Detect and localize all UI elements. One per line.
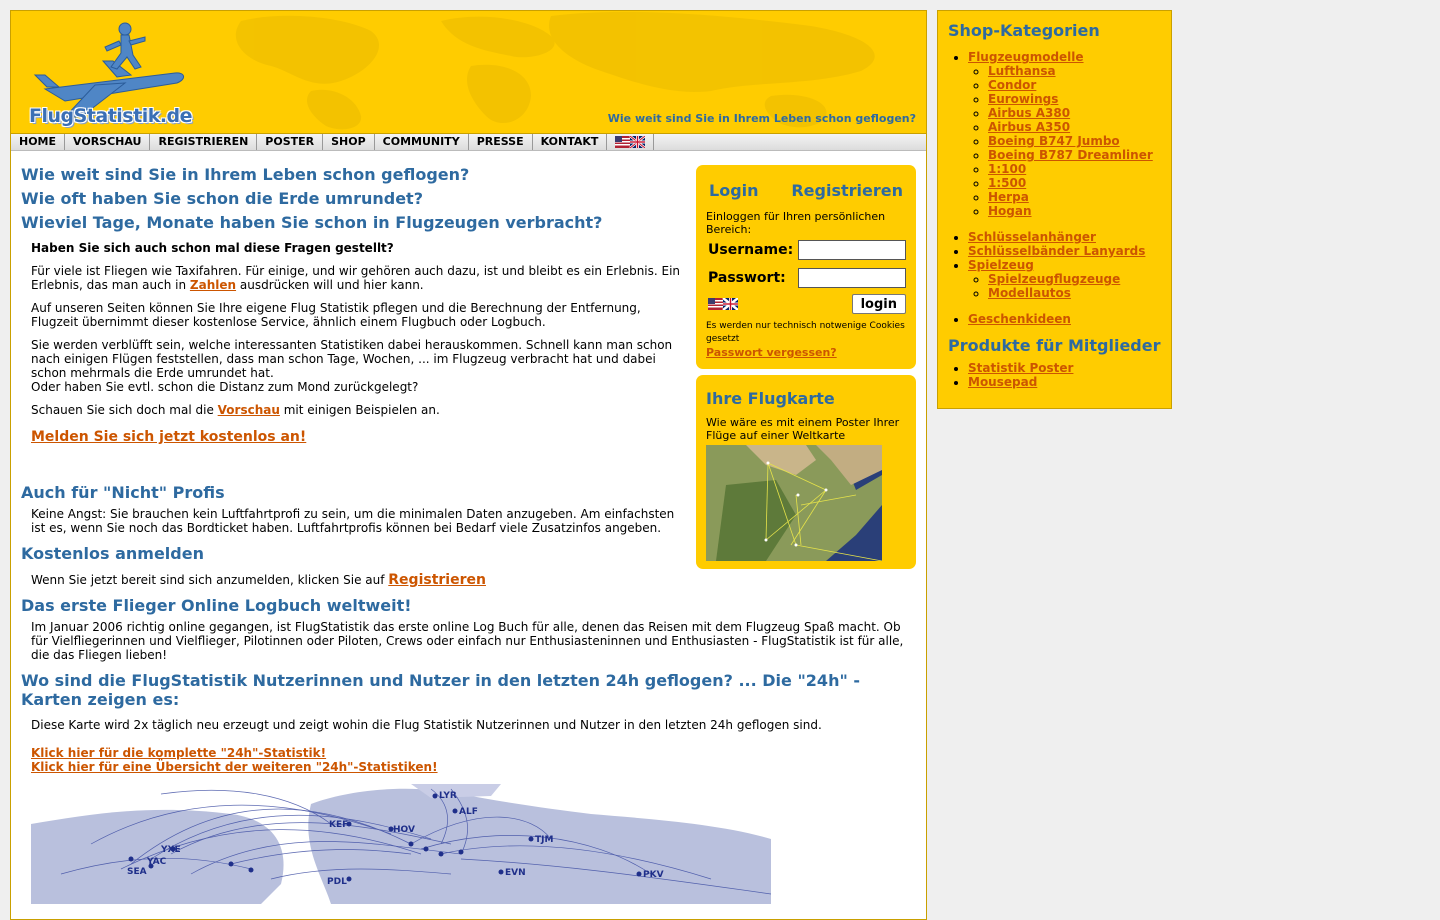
paragraph-4: Schauen Sie sich doch mal die Vorschau mit einigen Beispielen an. xyxy=(31,403,440,417)
section-logbuch-text: Im Januar 2006 richtig online gegangen, ist FlugStatistik das erste online Log Buch für alle, denen das Reisen mit dem Flugzeug Spaß macht. Ob für Vielfliegerinnen und Vielflieger, Pilotinnen oder Piloten, Crews oder einfach nur Enthusiasteninnen und Enthusiasten - FlugStatistik ist für alle, die das Fliegen lieben! xyxy=(31,620,904,662)
list-item xyxy=(988,176,1161,190)
shop-item-1-500[interactable]: 1:500 xyxy=(988,176,1027,190)
map-label-alf: ALF xyxy=(459,807,478,817)
forgot-password-link[interactable]: Passwort vergessen? xyxy=(706,346,837,359)
list-item xyxy=(988,148,1161,162)
section-24h-text: Diese Karte wird 2x täglich neu erzeugt und zeigt wohin die Flug Statistik Nutzerinnen und Nutzer in den letzten 24h geflogen sind. xyxy=(31,718,822,732)
list-item xyxy=(988,78,1161,92)
nav-registrieren[interactable]: REGISTRIEREN xyxy=(150,134,257,150)
map-label-evn: EVN xyxy=(505,868,526,878)
section-24h xyxy=(11,671,926,904)
link-24h-uebersicht[interactable]: Klick hier für eine Übersicht der weiteren "24h"-Statistiken! xyxy=(31,760,438,774)
section-nicht-profis-text: Keine Angst: Sie brauchen kein Luftfahrtprofi zu sein, um die minimalen Daten anzugeben. Am einfachsten ist es, wenn Sie noch das Bordticket haben. Luftfahrtprofis können bei Bedarf viele Zusatzinfos angeben. xyxy=(31,507,675,535)
uk-us-flag-icon[interactable] xyxy=(708,298,738,310)
section-kostenlos-text: Wenn Sie jetzt bereit sind sich anzumelden, klicken Sie auf Registrieren xyxy=(31,572,486,588)
shop-title: Shop-Kategorien xyxy=(948,21,1100,40)
username-label: Username: xyxy=(708,242,794,258)
link-registrieren[interactable]: Registrieren xyxy=(388,572,486,588)
uk-us-flag-icon[interactable] xyxy=(615,136,645,148)
shop-item-a380[interactable]: Airbus A380 xyxy=(988,106,1071,120)
map-label-hov: HOV xyxy=(393,825,415,835)
shop-item-herpa[interactable]: Herpa xyxy=(988,190,1029,204)
login-intro: Einloggen für Ihren persönlichen Bereich: xyxy=(706,210,886,236)
list-item xyxy=(988,134,1161,148)
section-nicht-profis-title: Auch für "Nicht" Profis xyxy=(21,483,225,502)
tab-register[interactable]: Registrieren xyxy=(791,181,903,200)
shop-item-spielzeugflugzeuge[interactable]: Spielzeugflugzeuge xyxy=(988,272,1121,286)
list-item xyxy=(988,120,1161,134)
logo-text[interactable]: FlugStatistik.de xyxy=(29,105,193,127)
list-item xyxy=(968,258,1161,300)
map-label-yac: YAC xyxy=(147,857,167,867)
flight-map-thumbnail[interactable] xyxy=(706,445,882,561)
nav-vorschau[interactable]: VORSCHAU xyxy=(65,134,150,150)
shop-item-a350[interactable]: Airbus A350 xyxy=(988,120,1071,134)
map-label-yxe: YXE xyxy=(161,845,181,855)
password-label: Passwort: xyxy=(708,270,786,286)
shop-item-condor[interactable]: Condor xyxy=(988,78,1037,92)
shop-sidebar xyxy=(937,10,1172,409)
nav-shop[interactable]: SHOP xyxy=(323,134,375,150)
nav-presse[interactable]: PRESSE xyxy=(469,134,533,150)
nav-language[interactable] xyxy=(607,134,654,150)
nav-poster[interactable]: POSTER xyxy=(257,134,323,150)
list-item xyxy=(988,286,1161,300)
shop-cat-geschenkideen[interactable]: Geschenkideen xyxy=(968,312,1071,326)
link-zahlen[interactable]: Zahlen xyxy=(189,278,237,292)
nav-home[interactable]: HOME xyxy=(11,134,65,150)
shop-cat-lanyards[interactable]: Schlüsselbänder Lanyards xyxy=(968,244,1146,258)
list-item xyxy=(968,50,1161,218)
list-item xyxy=(988,272,1161,286)
list-item xyxy=(988,92,1161,106)
flugkarte-text: Wie wäre es mit einem Poster Ihrer Flüge auf einer Weltkarte xyxy=(706,416,900,442)
list-item xyxy=(988,106,1161,120)
paragraph-2: Auf unseren Seiten können Sie Ihre eigene Flug Statistik pflegen und die Berechnung der Entfernung, Flugzeit übernimmt dieser kostenlose Service, ähnlich einem Flugbuch oder Logbuch. xyxy=(31,301,641,329)
flugkarte-title: Ihre Flugkarte xyxy=(706,389,835,408)
map-label-tjm: TJM xyxy=(535,835,554,845)
map-label-sea: SEA xyxy=(127,867,147,877)
intro-bold: Haben Sie sich auch schon mal diese Fragen gestellt? xyxy=(31,241,394,255)
map-label-kef: KEF xyxy=(329,820,349,830)
username-input[interactable] xyxy=(798,240,906,260)
list-item xyxy=(968,230,1161,244)
shop-item-eurowings[interactable]: Eurowings xyxy=(988,92,1059,106)
shop-cat-flugzeugmodelle[interactable]: Flugzeugmodelle xyxy=(968,50,1084,64)
paragraph-1: Für viele ist Fliegen wie Taxifahren. Für einige, und wir gehören auch dazu, ist und bleibt es ein Erlebnis. Ein Erlebnis, das man auch in Zahlen ausdrücken will und hier kann. xyxy=(31,264,681,292)
login-box xyxy=(696,165,916,369)
shop-item-modellautos[interactable]: Modellautos xyxy=(988,286,1071,300)
members-item-poster[interactable]: Statistik Poster xyxy=(968,361,1074,375)
paragraph-3: Sie werden verblüfft sein, welche interessanten Statistiken dabei herauskommen. Schnell kann man schon nach einigen Flügen feststellen, dass man schon Tage, Wochen, ... im Flugzeug verbracht hat und dabei schon mehrmals die Erde umrundet hat. Oder haben Sie evtl. schon die Distanz zum Mond zurückgelegt? xyxy=(31,338,673,394)
section-24h-title: Wo sind die FlugStatistik Nutzerinnen und Nutzer in den letzten 24h geflogen? ... Die "24h" - Karten zeigen es: xyxy=(21,671,860,709)
question-2: Wie oft haben Sie schon die Erde umrundet? xyxy=(21,189,423,208)
main-nav xyxy=(11,133,926,151)
shop-item-lufthansa[interactable]: Lufthansa xyxy=(988,64,1056,78)
map-24h[interactable] xyxy=(31,784,771,904)
password-input[interactable] xyxy=(798,268,906,288)
shop-category-list xyxy=(948,50,1161,326)
header xyxy=(11,11,926,133)
flugkarte-box xyxy=(696,375,916,569)
right-sidebar xyxy=(696,165,916,671)
list-item xyxy=(968,312,1161,326)
shop-cat-schluesselanhaenger[interactable]: Schlüsselanhänger xyxy=(968,230,1096,244)
list-item xyxy=(988,64,1161,78)
members-title: Produkte für Mitglieder xyxy=(948,336,1161,355)
shop-item-b787[interactable]: Boeing B787 Dreamliner xyxy=(988,148,1153,162)
question-3: Wieviel Tage, Monate haben Sie schon in Flugzeugen verbracht? xyxy=(21,213,603,232)
section-logbuch-title: Das erste Flieger Online Logbuch weltweit! xyxy=(21,596,412,615)
list-item xyxy=(968,361,1161,375)
link-vorschau[interactable]: Vorschau xyxy=(217,403,280,417)
map-label-lyr: LYR xyxy=(439,791,457,801)
list-item xyxy=(988,162,1161,176)
list-item xyxy=(988,204,1161,218)
nav-community[interactable]: COMMUNITY xyxy=(375,134,469,150)
map-label-pdl: PDL xyxy=(327,877,347,887)
section-kostenlos-title: Kostenlos anmelden xyxy=(21,544,204,563)
link-24h-statistik[interactable]: Klick hier für die komplette "24h"-Statistik! xyxy=(31,746,327,760)
nav-kontakt[interactable]: KONTAKT xyxy=(533,134,608,150)
list-item xyxy=(968,375,1161,389)
question-1: Wie weit sind Sie in Ihrem Leben schon geflogen? xyxy=(21,165,470,184)
signup-cta-link[interactable]: Melden Sie sich jetzt kostenlos an! xyxy=(31,429,307,445)
list-item xyxy=(988,190,1161,204)
map-label-pkv: PKV xyxy=(643,870,664,880)
header-slogan: Wie weit sind Sie in Ihrem Leben schon geflogen? xyxy=(607,112,916,125)
login-button[interactable]: login xyxy=(852,294,906,314)
shop-item-1-100[interactable]: 1:100 xyxy=(988,162,1027,176)
shop-item-hogan[interactable]: Hogan xyxy=(988,204,1032,218)
shop-cat-spielzeug[interactable]: Spielzeug xyxy=(968,258,1034,272)
tab-login[interactable]: Login xyxy=(709,181,759,200)
shop-item-b747[interactable]: Boeing B747 Jumbo xyxy=(988,134,1120,148)
list-item xyxy=(968,244,1161,258)
members-list xyxy=(948,361,1161,389)
cookie-note: Es werden nur technisch notwenige Cookies gesetzt xyxy=(706,321,905,344)
main-panel xyxy=(10,10,927,920)
members-item-mousepad[interactable]: Mousepad xyxy=(968,375,1038,389)
